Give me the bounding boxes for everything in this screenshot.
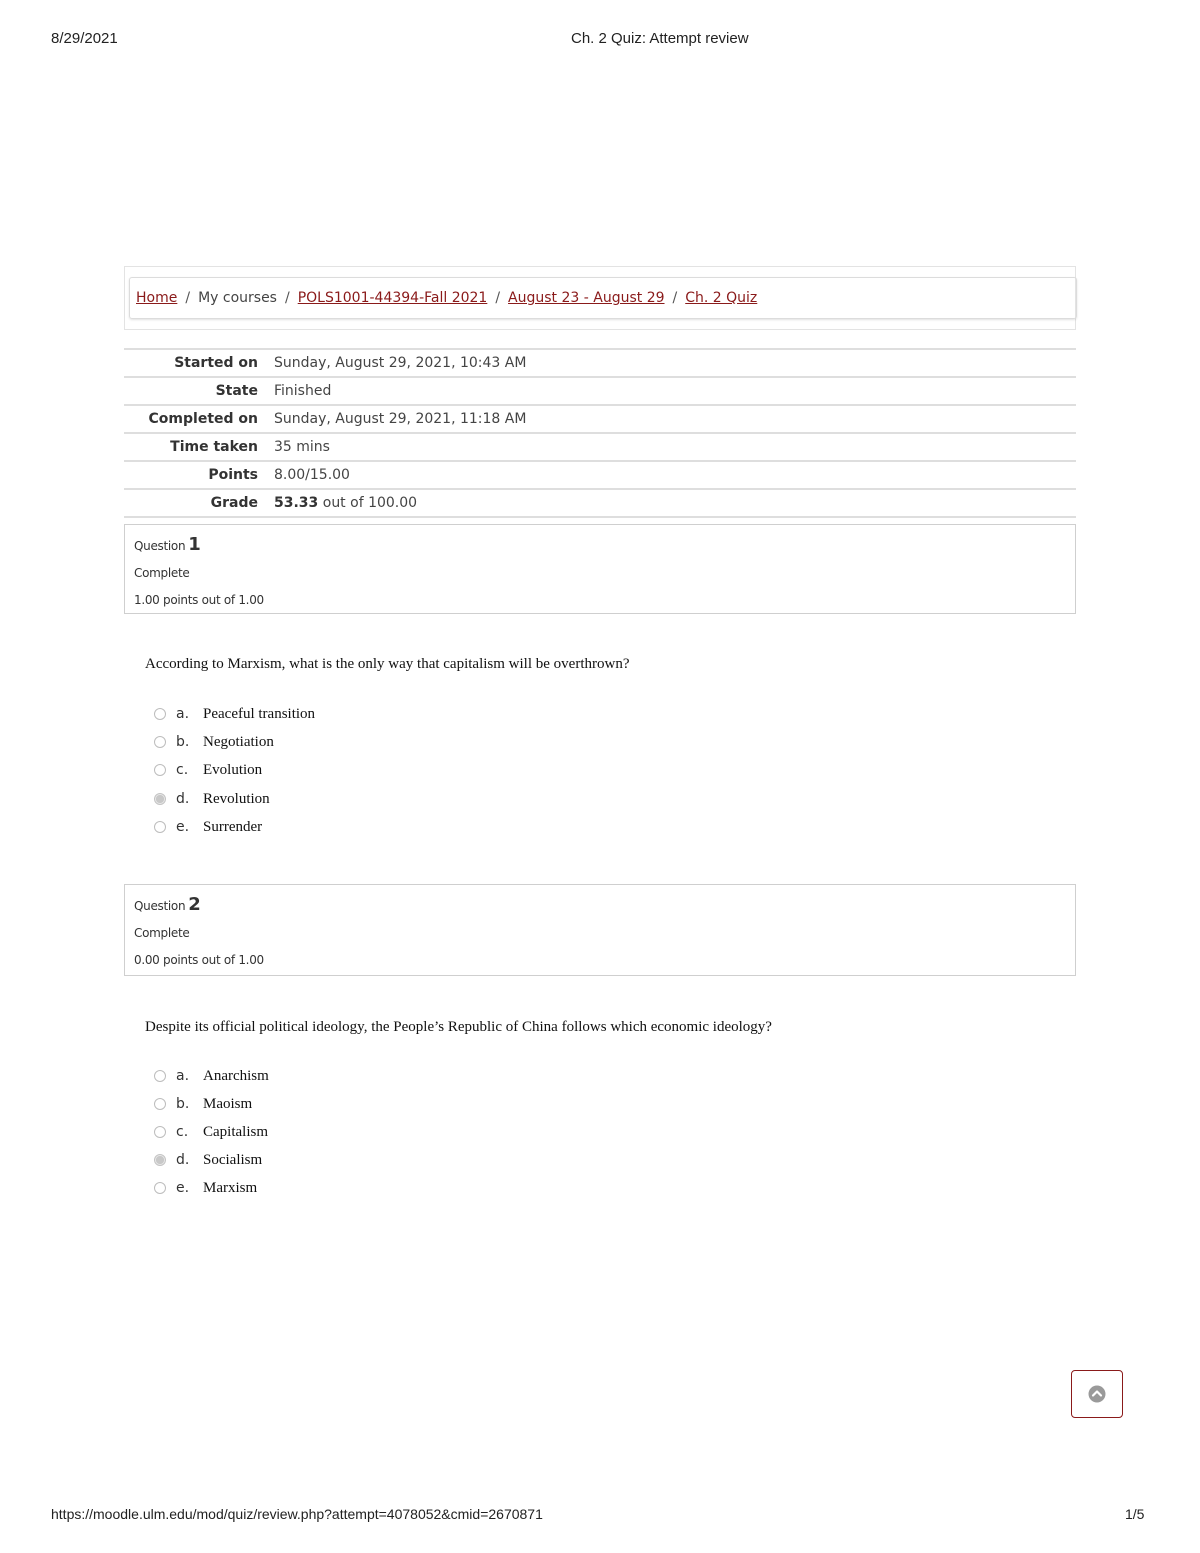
answer-text: Evolution xyxy=(203,761,263,778)
question-info-box xyxy=(124,524,1076,614)
print-title: Ch. 2 Quiz: Attempt review xyxy=(571,30,749,47)
radio-button[interactable] xyxy=(154,708,166,720)
answer-text: Negotiation xyxy=(203,733,274,750)
question-number-value: 1 xyxy=(188,534,201,555)
question-number-value: 2 xyxy=(188,894,201,915)
answer-text: Surrender xyxy=(203,818,263,835)
question-text: According to Marxism, what is the only way that capitalism will be overthrown? xyxy=(145,656,630,672)
answer-text: Anarchism xyxy=(203,1067,269,1084)
breadcrumb xyxy=(129,277,1077,319)
breadcrumb-course-link[interactable]: POLS1001-44394-Fall 2021 xyxy=(297,290,488,306)
summary-label: Time taken xyxy=(170,439,258,455)
summary-label: State xyxy=(215,383,258,399)
attempt-summary-table xyxy=(124,348,1076,518)
summary-value: 8.00/15.00 xyxy=(274,467,350,483)
answer-text: Socialism xyxy=(203,1151,263,1168)
back-to-top-button[interactable] xyxy=(1071,1370,1123,1418)
summary-row-completed xyxy=(124,406,1076,434)
answer-letter: b. xyxy=(176,1096,190,1112)
breadcrumb-home-link[interactable]: Home xyxy=(136,290,178,306)
breadcrumb-quiz-link[interactable]: Ch. 2 Quiz xyxy=(685,290,758,306)
answer-letter: e. xyxy=(176,819,190,835)
radio-button[interactable] xyxy=(154,821,166,833)
summary-value: 35 mins xyxy=(274,439,330,455)
answer-text: Maoism xyxy=(203,1095,253,1112)
answer-letter: b. xyxy=(176,734,190,750)
question-status: Complete xyxy=(134,926,190,940)
answer-option[interactable] xyxy=(154,732,274,752)
answer-option[interactable] xyxy=(154,1066,269,1086)
question-points: 0.00 points out of 1.00 xyxy=(134,953,264,967)
answer-option[interactable] xyxy=(154,1094,252,1114)
question-info-box xyxy=(124,884,1076,976)
answer-letter: e. xyxy=(176,1180,190,1196)
answer-option[interactable] xyxy=(154,817,262,837)
summary-value: Finished xyxy=(274,383,332,399)
answer-option[interactable] xyxy=(154,760,262,780)
radio-button[interactable] xyxy=(154,1098,166,1110)
answer-text: Capitalism xyxy=(203,1123,268,1140)
print-page-number: 1/5 xyxy=(1125,1506,1145,1522)
answer-text: Peaceful transition xyxy=(203,705,316,722)
summary-row-started xyxy=(124,350,1076,378)
answer-option[interactable] xyxy=(154,1122,268,1142)
breadcrumb-separator: / xyxy=(495,290,501,306)
breadcrumb-separator: / xyxy=(672,290,678,306)
summary-label: Points xyxy=(208,467,258,483)
answer-letter: c. xyxy=(176,762,189,778)
summary-label: Completed on xyxy=(148,411,258,427)
summary-label: Grade xyxy=(210,495,258,511)
summary-row-points xyxy=(124,462,1076,490)
answer-option-selected[interactable] xyxy=(154,789,270,809)
print-url: https://moodle.ulm.edu/mod/quiz/review.php?attempt=4078052&cmid=2670871 xyxy=(51,1506,543,1522)
radio-button[interactable] xyxy=(154,764,166,776)
breadcrumb-week-link[interactable]: August 23 - August 29 xyxy=(508,290,665,306)
print-date: 8/29/2021 xyxy=(51,30,118,47)
answer-letter: d. xyxy=(176,791,190,807)
radio-button[interactable] xyxy=(154,1182,166,1194)
answer-letter: a. xyxy=(176,706,190,722)
question-label: Question xyxy=(134,899,186,913)
answer-text: Marxism xyxy=(203,1179,258,1196)
question-status: Complete xyxy=(134,566,190,580)
answer-letter: c. xyxy=(176,1124,189,1140)
answer-option-selected[interactable] xyxy=(154,1150,262,1170)
breadcrumb-separator: / xyxy=(284,290,290,306)
question-number xyxy=(134,531,1066,560)
answer-letter: d. xyxy=(176,1152,190,1168)
chevron-up-circle-icon xyxy=(1088,1385,1106,1403)
radio-button[interactable] xyxy=(154,1126,166,1138)
summary-label: Started on xyxy=(174,355,258,371)
answer-letter: a. xyxy=(176,1068,190,1084)
breadcrumb-separator: / xyxy=(185,290,191,306)
summary-value xyxy=(274,495,417,511)
breadcrumb-my-courses: My courses xyxy=(198,290,277,306)
summary-row-grade xyxy=(124,490,1076,518)
question-points: 1.00 points out of 1.00 xyxy=(134,593,264,607)
summary-row-time-taken xyxy=(124,434,1076,462)
radio-button[interactable] xyxy=(154,1070,166,1082)
grade-out-of: out of 100.00 xyxy=(318,495,418,511)
answer-option[interactable] xyxy=(154,704,315,724)
answer-option[interactable] xyxy=(154,1178,257,1198)
radio-button[interactable] xyxy=(154,736,166,748)
radio-button-selected[interactable] xyxy=(154,1154,166,1166)
answer-text: Revolution xyxy=(203,790,270,807)
question-text: Despite its official political ideology, the People’s Republic of China follows which economic ideology? xyxy=(145,1019,772,1035)
summary-value: Sunday, August 29, 2021, 10:43 AM xyxy=(274,355,527,371)
question-number xyxy=(134,891,1066,920)
radio-button-selected[interactable] xyxy=(154,793,166,805)
grade-score: 53.33 xyxy=(274,495,319,511)
question-label: Question xyxy=(134,539,186,553)
summary-value: Sunday, August 29, 2021, 11:18 AM xyxy=(274,411,527,427)
summary-row-state xyxy=(124,378,1076,406)
